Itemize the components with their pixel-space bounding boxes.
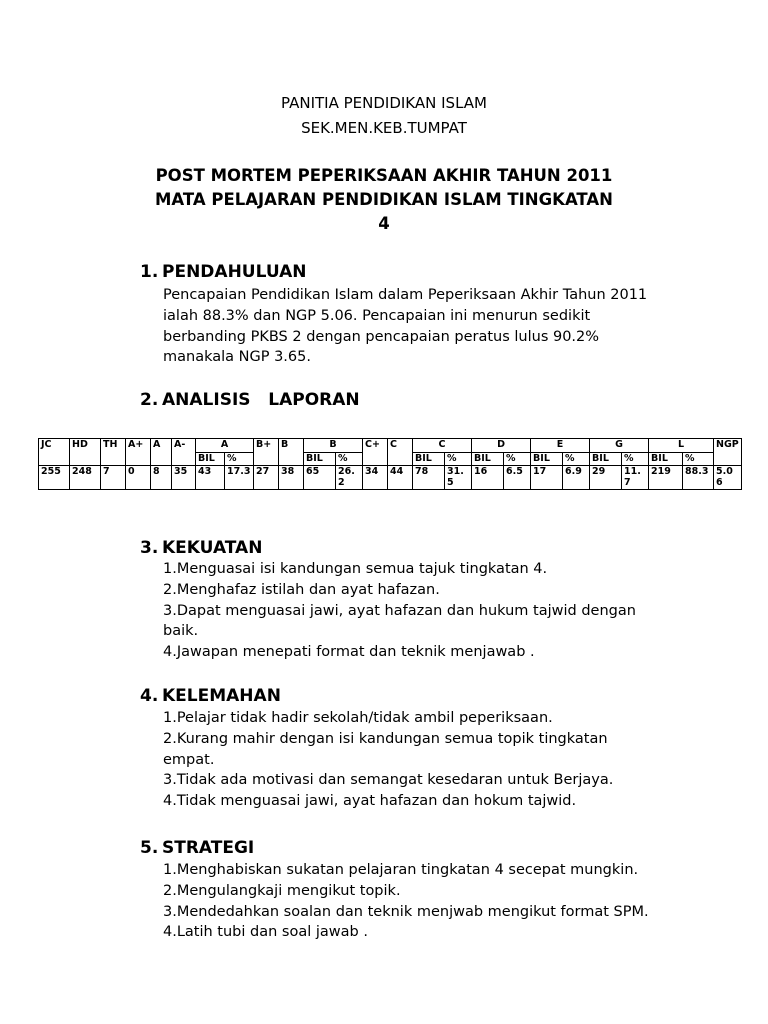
table-cell: 34	[363, 466, 388, 490]
list-item: 2.Menghafaz istilah dan ayat hafazan.	[163, 581, 440, 598]
table-cell: 88.3	[683, 466, 714, 490]
subheader-pct: %	[225, 452, 254, 466]
section-heading-kelemahan	[140, 684, 281, 708]
col-header-a: A	[151, 439, 172, 466]
subheader-bil: BIL	[472, 452, 504, 466]
table-cell: 7	[101, 466, 126, 490]
list-item: 2.Mengulangkaji mengikut topik.	[163, 882, 401, 899]
list-item: 3.Tidak ada motivasi dan semangat kesedaran untuk Berjaya.	[163, 772, 614, 789]
subheader-bil: BIL	[649, 452, 683, 466]
col-header-c-total: C	[413, 439, 472, 453]
table-cell: 78	[413, 466, 445, 490]
table-cell: 44	[388, 466, 413, 490]
table-cell: 17	[531, 466, 563, 490]
kelemahan-list	[163, 708, 663, 812]
col-header-g: G	[590, 439, 649, 453]
strategi-list	[163, 860, 663, 943]
list-item: 3.Dapat menguasai jawi, ayat hafazan dan hukum tajwid dengan baik.	[163, 602, 636, 640]
table-cell: 8	[151, 466, 172, 490]
section-title: STRATEGI	[162, 838, 255, 858]
subheader-pct: %	[504, 452, 531, 466]
table-cell: 11.7	[622, 466, 649, 490]
school-name: SEK.MEN.KEB.TUMPAT	[301, 119, 467, 137]
list-item: 4.Jawapan menepati format dan teknik menjawab .	[163, 644, 535, 661]
list-item: 1.Menguasai isi kandungan semua tajuk tingkatan 4.	[163, 561, 548, 577]
section-heading-pendahuluan	[140, 260, 307, 284]
document-title-line-3: 4	[378, 214, 390, 233]
list-item: 4.Latih tubi dan soal jawab .	[163, 924, 368, 941]
list-item: 1.Menghabiskan sukatan pelajaran tingkatan 4 secepat mungkin.	[163, 862, 639, 878]
col-header-a-total: A	[196, 439, 254, 453]
table-cell: 219	[649, 466, 683, 490]
subheader-pct: %	[445, 452, 472, 466]
col-header-b-total: B	[304, 439, 363, 453]
analysis-table	[38, 438, 742, 490]
col-header-th: TH	[101, 439, 126, 466]
col-header-e: E	[531, 439, 590, 453]
section-title: ANALISIS LAPORAN	[162, 390, 360, 410]
col-header-c-plus: C+	[363, 439, 388, 466]
table-cell: 248	[70, 466, 101, 490]
table-cell: 16	[472, 466, 504, 490]
section-title: KELEMAHAN	[162, 686, 281, 706]
table-cell: 6.9	[563, 466, 590, 490]
col-header-a-minus: A-	[172, 439, 196, 466]
subheader-bil: BIL	[531, 452, 563, 466]
table-cell: 29	[590, 466, 622, 490]
document-title-line-1: POST MORTEM PEPERIKSAAN AKHIR TAHUN 2011	[155, 166, 613, 185]
table-cell: 27	[254, 466, 279, 490]
list-item: 2.Kurang mahir dengan isi kandungan semua topik tingkatan empat.	[163, 730, 608, 768]
section-number: 5.	[140, 838, 159, 858]
table-header-row	[39, 439, 742, 453]
subheader-bil: BIL	[196, 452, 225, 466]
section-title: KEKUATAN	[162, 538, 263, 558]
table-row	[39, 466, 742, 490]
col-header-b: B	[279, 439, 304, 466]
table-cell: 31.5	[445, 466, 472, 490]
section-title: PENDAHULUAN	[162, 262, 307, 282]
subheader-bil: BIL	[304, 452, 336, 466]
col-header-c: C	[388, 439, 413, 466]
section-number: 3.	[140, 538, 159, 558]
section-number: 4.	[140, 686, 159, 706]
col-header-ngp: NGP	[714, 439, 742, 466]
table-cell: 38	[279, 466, 304, 490]
table-cell: 17.3	[225, 466, 254, 490]
org-name: PANITIA PENDIDIKAN ISLAM	[281, 94, 487, 112]
table-cell: 255	[39, 466, 70, 490]
col-header-d: D	[472, 439, 531, 453]
subheader-pct: %	[622, 452, 649, 466]
section-number: 2.	[140, 390, 159, 410]
section-heading-strategi	[140, 836, 254, 860]
col-header-a-plus: A+	[126, 439, 151, 466]
table-cell: 65	[304, 466, 336, 490]
subheader-bil: BIL	[590, 452, 622, 466]
table-cell: 26.2	[336, 466, 363, 490]
table-cell: 5.06	[714, 466, 742, 490]
subheader-pct: %	[563, 452, 590, 466]
table-cell: 6.5	[504, 466, 531, 490]
document-title-line-2: MATA PELAJARAN PENDIDIKAN ISLAM TINGKATAN	[155, 190, 613, 209]
list-item: 1.Pelajar tidak hadir sekolah/tidak ambil peperiksaan.	[163, 710, 553, 726]
subheader-bil: BIL	[413, 452, 445, 466]
col-header-jc: JC	[39, 439, 70, 466]
subheader-pct: %	[336, 452, 363, 466]
subheader-pct: %	[683, 452, 714, 466]
pendahuluan-paragraph: Pencapaian Pendidikan Islam dalam Peperiksaan Akhir Tahun 2011 ialah 88.3% dan NGP 5.06. Pencapaian ini menurun sedikit berbanding PKBS 2 dengan pencapaian peratus lulus 90.2% manakala NGP 3.65.	[163, 287, 648, 366]
section-number: 1.	[140, 262, 159, 282]
table-cell: 0	[126, 466, 151, 490]
section-heading-analisis	[140, 388, 360, 412]
table-cell: 43	[196, 466, 225, 490]
list-item: 4.Tidak menguasai jawi, ayat hafazan dan hokum tajwid.	[163, 793, 577, 810]
col-header-hd: HD	[70, 439, 101, 466]
col-header-b-plus: B+	[254, 439, 279, 466]
section-heading-kekuatan	[140, 536, 262, 560]
table-cell: 35	[172, 466, 196, 490]
list-item: 3.Mendedahkan soalan dan teknik menjwab mengikut format SPM.	[163, 903, 649, 920]
col-header-l: L	[649, 439, 714, 453]
kekuatan-list	[163, 559, 663, 663]
